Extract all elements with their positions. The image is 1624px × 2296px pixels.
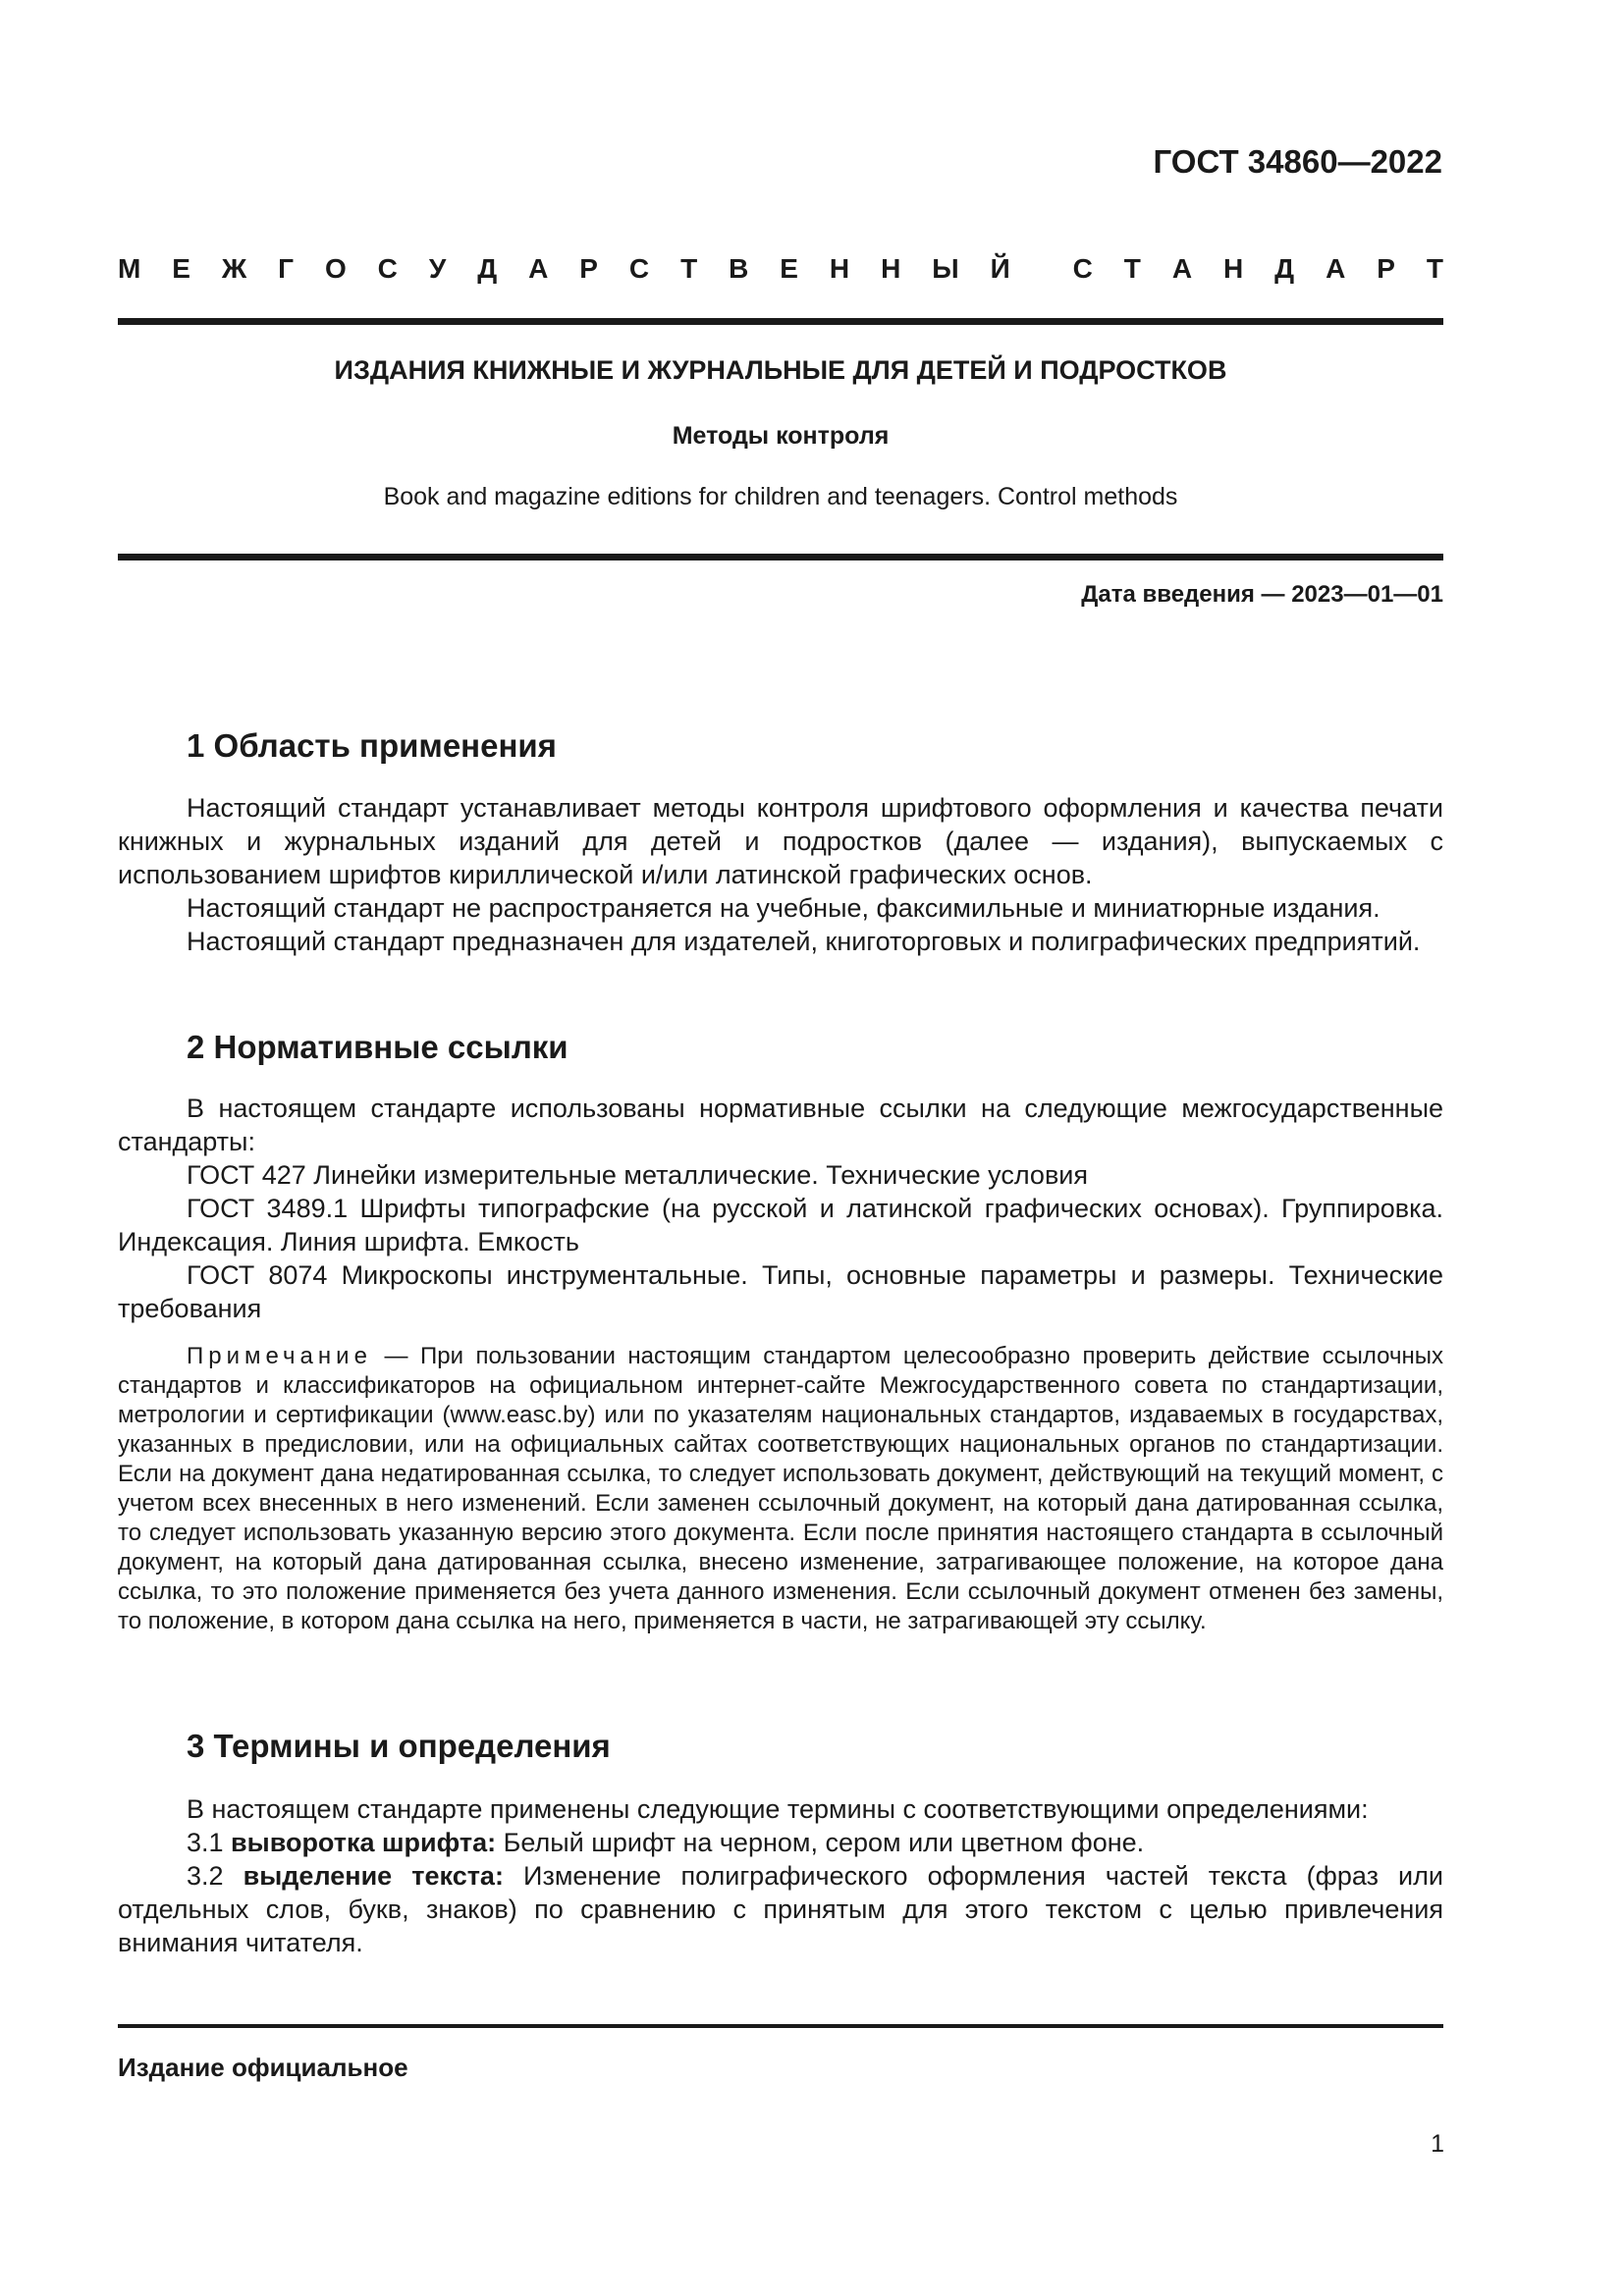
standard-type-banner <box>118 253 1443 285</box>
paragraph: В настоящем стандарте применены следующие термины с соответствующими определениями: <box>187 1794 1369 1824</box>
section-2-body <box>118 1092 1443 1325</box>
banner-letter: Г <box>278 253 295 284</box>
header-rule <box>118 318 1443 325</box>
introduction-date: Дата введения — 2023—01—01 <box>1081 581 1443 608</box>
note-text: — При пользовании настоящим стандартом целесообразно проверить действие ссылочных стандартов и классификаторов на официальном интернет-сайте Межгосударственного совета по стандартизации, метрологии и сертификации (www.easc.by) или по указателям национальных стандартов, издаваемых в государствах, указанных в предисловии, или на официальных сайтах соответствующих национальных органов по стандартизации. Если на документ дана недатированная ссылка, то следует использовать документ, действующий на текущий момент, с учетом всех внесенных в него изменений. Если заменен ссылочный документ, на который дана датированная ссылка, то следует использовать указанную версию этого документа. Если после принятия настоящего стандарта в ссылочный документ, на который дана датированная ссылка, внесено изменение, затрагивающее положение, на которое дана ссылка, то это положение применяется без учета данного изменения. Если ссылочный документ отменен без замены, то положение, в котором дана ссылка на него, применяется в части, не затрагивающей эту ссылку. <box>118 1343 1443 1634</box>
term-definition: Изменение полиграфического оформления частей текста (фраз или отдельных слов, букв, знаков) по сравнению с принятым для этого текстом с целью привлечения внимания читателя. <box>118 1861 1443 1957</box>
section-2-heading: 2 Нормативные ссылки <box>187 1029 568 1065</box>
paragraph: Настоящий стандарт предназначен для издателей, книготорговых и полиграфических предприятий. <box>187 927 1421 956</box>
banner-letter: Р <box>1377 253 1395 284</box>
term-definition: Белый шрифт на черном, сером или цветном фоне. <box>496 1828 1145 1857</box>
banner-letter: Р <box>579 253 598 284</box>
banner-letter: А <box>1171 253 1193 284</box>
banner-letter: А <box>1326 253 1346 284</box>
paragraph: Настоящий стандарт не распространяется на учебные, факсимильные и миниатюрные издания. <box>187 893 1380 923</box>
page-number: 1 <box>1431 2130 1444 2158</box>
banner-letter: Д <box>477 253 498 284</box>
title-rule <box>118 554 1443 561</box>
banner-letter: О <box>324 253 347 284</box>
paragraph: В настоящем стандарте использованы нормативные ссылки на следующие межгосударственные стандарты: <box>118 1094 1443 1156</box>
term-name: выделение текста: <box>243 1861 504 1891</box>
banner-letter: Ы <box>932 253 959 284</box>
term-number: 3.2 <box>187 1861 244 1891</box>
banner-letter: Ж <box>221 253 247 284</box>
banner-letter: С <box>377 253 398 284</box>
note-label: Примечание <box>187 1343 372 1369</box>
banner-letter: Н <box>829 253 850 284</box>
section-1-body <box>118 791 1443 958</box>
banner-letter: Т <box>1123 253 1141 284</box>
official-edition-label: Издание официальное <box>118 2053 408 2082</box>
note <box>118 1342 1443 1636</box>
banner-letter: М <box>118 253 141 284</box>
section-3-heading: 3 Термины и определения <box>187 1728 611 1764</box>
banner-letter: Н <box>881 253 901 284</box>
banner-letter: Е <box>172 253 190 284</box>
banner-letter: У <box>428 253 447 284</box>
document-title: ИЗДАНИЯ КНИЖНЫЕ И ЖУРНАЛЬНЫЕ ДЛЯ ДЕТЕЙ И ПОДРОСТКОВ <box>334 355 1227 385</box>
paragraph: Настоящий стандарт устанавливает методы контроля шрифтового оформления и качества печати книжных и журнальных изданий для детей и подростков (далее — издания), выпускаемых с использованием шрифтов кириллической и/или латинской графических основ. <box>118 793 1443 889</box>
reference-item: ГОСТ 3489.1 Шрифты типографские (на русской и латинской графических основах). Группировка. Индексация. Линия шрифта. Емкость <box>118 1194 1443 1256</box>
term-number: 3.1 <box>187 1828 232 1857</box>
term-name: выворотка шрифта: <box>231 1828 497 1857</box>
section-3-body <box>118 1792 1443 1959</box>
banner-letter: Т <box>680 253 698 284</box>
document-title-english: Book and magazine editions for children and teenagers. Control methods <box>383 483 1178 510</box>
banner-letter: Е <box>780 253 798 284</box>
document-subtitle: Методы контроля <box>672 422 890 450</box>
footer-rule <box>118 2024 1443 2028</box>
reference-item: ГОСТ 427 Линейки измерительные металлические. Технические условия <box>187 1160 1088 1190</box>
term-item <box>118 1826 1443 1859</box>
banner-letter: А <box>528 253 549 284</box>
banner-letter: Н <box>1223 253 1244 284</box>
reference-item: ГОСТ 8074 Микроскопы инструментальные. Типы, основные параметры и размеры. Технические требования <box>118 1260 1443 1323</box>
banner-letter: С <box>1072 253 1093 284</box>
banner-letter: Й <box>990 253 1010 284</box>
banner-letter: Т <box>1426 253 1443 284</box>
banner-letter: С <box>628 253 650 284</box>
term-item <box>118 1859 1443 1959</box>
section-1-heading: 1 Область применения <box>187 727 557 764</box>
document-number: ГОСТ 34860—2022 <box>1153 143 1442 180</box>
banner-letter: В <box>729 253 749 284</box>
banner-letter: Д <box>1274 253 1295 284</box>
